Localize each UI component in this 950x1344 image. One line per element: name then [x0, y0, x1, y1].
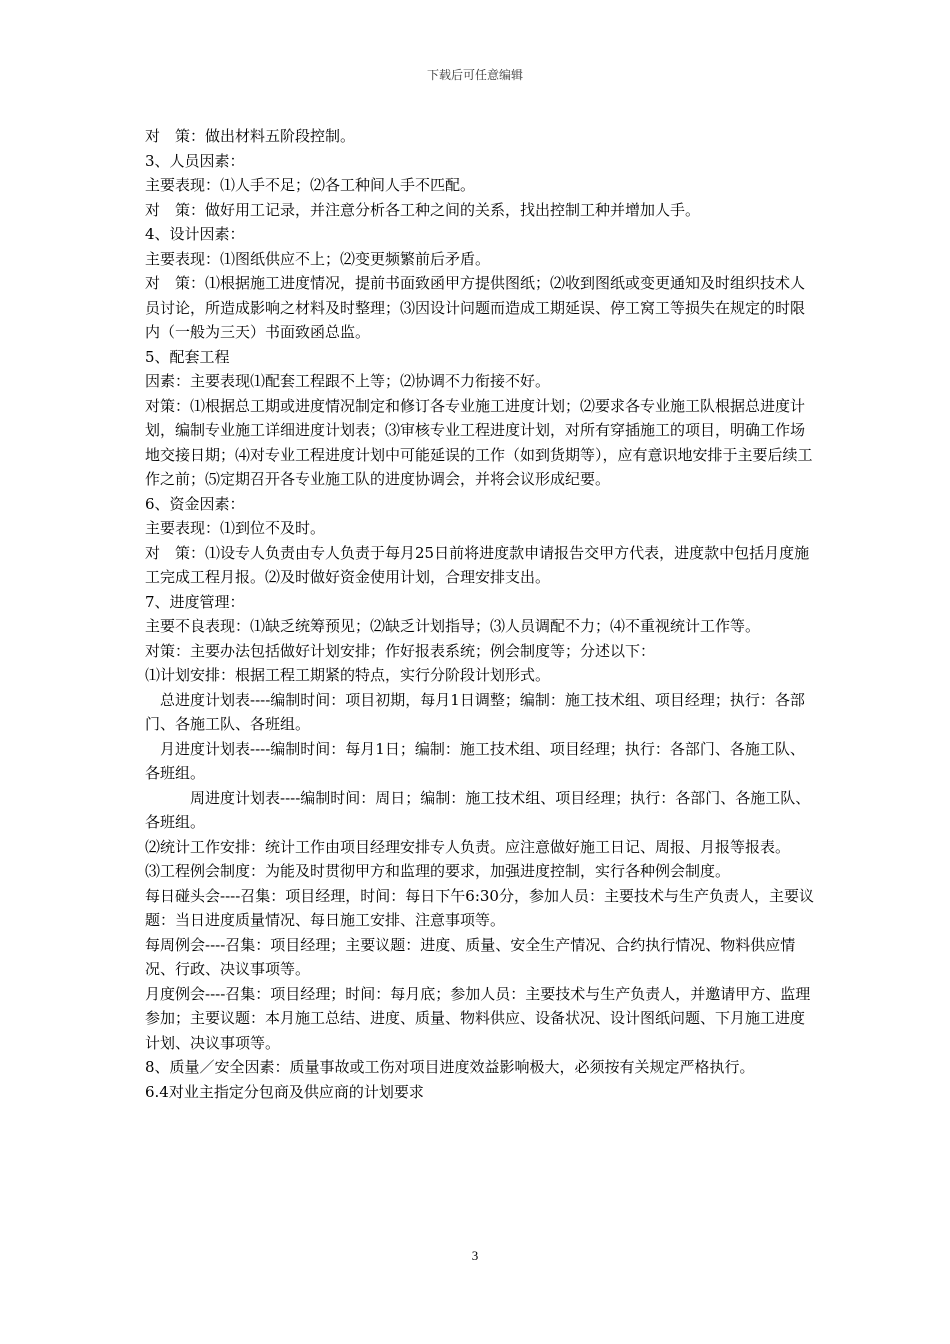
page-header: 下载后可任意编辑: [426, 68, 523, 82]
paragraph: 每日碰头会----召集：项目经理，时间：每日下午6:30分，参加人员：主要技术与生产负责人，主要议题：当日进度质量情况、每日施工安排、注意事项等。: [145, 886, 814, 929]
paragraph: ⑴计划安排：根据工程工期紧的特点，实行分阶段计划形式。: [145, 666, 551, 684]
paragraph: 主要不良表现：⑴缺乏统筹预见；⑵缺乏计划指导；⑶人员调配不力；⑷不重视统计工作等。: [145, 617, 761, 635]
section-heading: 5、配套工程: [145, 347, 230, 366]
paragraph: 对 策：⑴根据施工进度情况，提前书面致函甲方提供图纸；⑵收到图纸或变更通知及时组织技术人员讨论，所造成影响之材料及时整理；⑶因设计问题而造成工期延误、停工窝工等损失在规定的时限内（一般为三天）书面致函总监。: [145, 274, 806, 341]
paragraph: 每周例会----召集：项目经理；主要议题：进度、质量、安全生产情况、合约执行情况、物料供应情况、行政、决议事项等。: [145, 935, 796, 978]
paragraph: ⑵统计工作安排：统计工作由项目经理安排专人负责。应注意做好施工日记、周报、月报等报表。: [145, 837, 791, 856]
paragraph: 主要表现：⑴到位不及时。: [145, 519, 326, 537]
section-heading: 3、人员因素：: [145, 151, 245, 170]
section-heading: 6.4对业主指定分包商及供应商的计划要求: [145, 1082, 424, 1101]
paragraph: 周进度计划表----编制时间：周日；编制：施工技术组、项目经理；执行：各部门、各施工队、各班组。: [145, 788, 811, 831]
paragraph: 对 策：做好用工记录，并注意分析各工种之间的关系，找出控制工种并增加人手。: [145, 200, 701, 219]
paragraph: 主要表现：⑴图纸供应不上；⑵变更频繁前后矛盾。: [145, 249, 491, 268]
paragraph: 月进度计划表----编制时间：每月1日；编制：施工技术组、项目经理；执行：各部门、各施工队、各班组。: [145, 739, 805, 782]
section-heading: 6、资金因素：: [145, 494, 245, 513]
paragraph: 对策：主要办法包括做好计划安排；作好报表系统；例会制度等；分述以下：: [145, 641, 656, 660]
paragraph: 总进度计划表----编制时间：项目初期，每月1日调整；编制：施工技术组、项目经理；执行：各部门、各施工队、各班组。: [145, 690, 805, 733]
paragraph: 对 策：⑴设专人负责由专人负责于每月25日前将进度款申请报告交甲方代表，进度款中包括月度施工完成工程月报。⑵及时做好资金使用计划，合理安排支出。: [145, 543, 810, 586]
page-number: 3: [471, 1248, 479, 1263]
paragraph: 月度例会----召集：项目经理；时间：每月底；参加人员：主要技术与生产负责人，并邀请甲方、监理参加；主要议题：本月施工总结、进度、质量、物料供应、设备状况、设计图纸问题、下月施工进度计划、决议事项等。: [145, 984, 811, 1052]
paragraph: 因素：主要表现⑴配套工程跟不上等；⑵协调不力衔接不好。: [145, 372, 551, 390]
paragraph: ⑶工程例会制度：为能及时贯彻甲方和监理的要求，加强进度控制，实行各种例会制度。: [145, 862, 731, 880]
paragraph: 对策：⑴根据总工期或进度情况制定和修订各专业施工进度计划；⑵要求各专业施工队根据总进度计划，编制专业施工详细进度计划表；⑶审核专业工程进度计划，对所有穿插施工的项目，明确工作场地交接日期；⑷对专业工程进度计划中可能延误的工作（如到货期等），应有意识地安排于主要后续工作之前；⑸定期召开各专业施工队的进度协调会，并将会议形成纪要。: [145, 396, 813, 488]
paragraph: 对 策：做出材料五阶段控制。: [145, 127, 356, 145]
document-body: [145, 124, 817, 1104]
section-heading: 7、进度管理：: [145, 592, 245, 611]
section-heading: 4、设计因素：: [145, 225, 245, 243]
paragraph: 8、质量／安全因素：质量事故或工伤对项目进度效益影响极大，必须按有关规定严格执行。: [145, 1058, 755, 1076]
paragraph: 主要表现：⑴人手不足；⑵各工种间人手不匹配。: [145, 176, 476, 194]
